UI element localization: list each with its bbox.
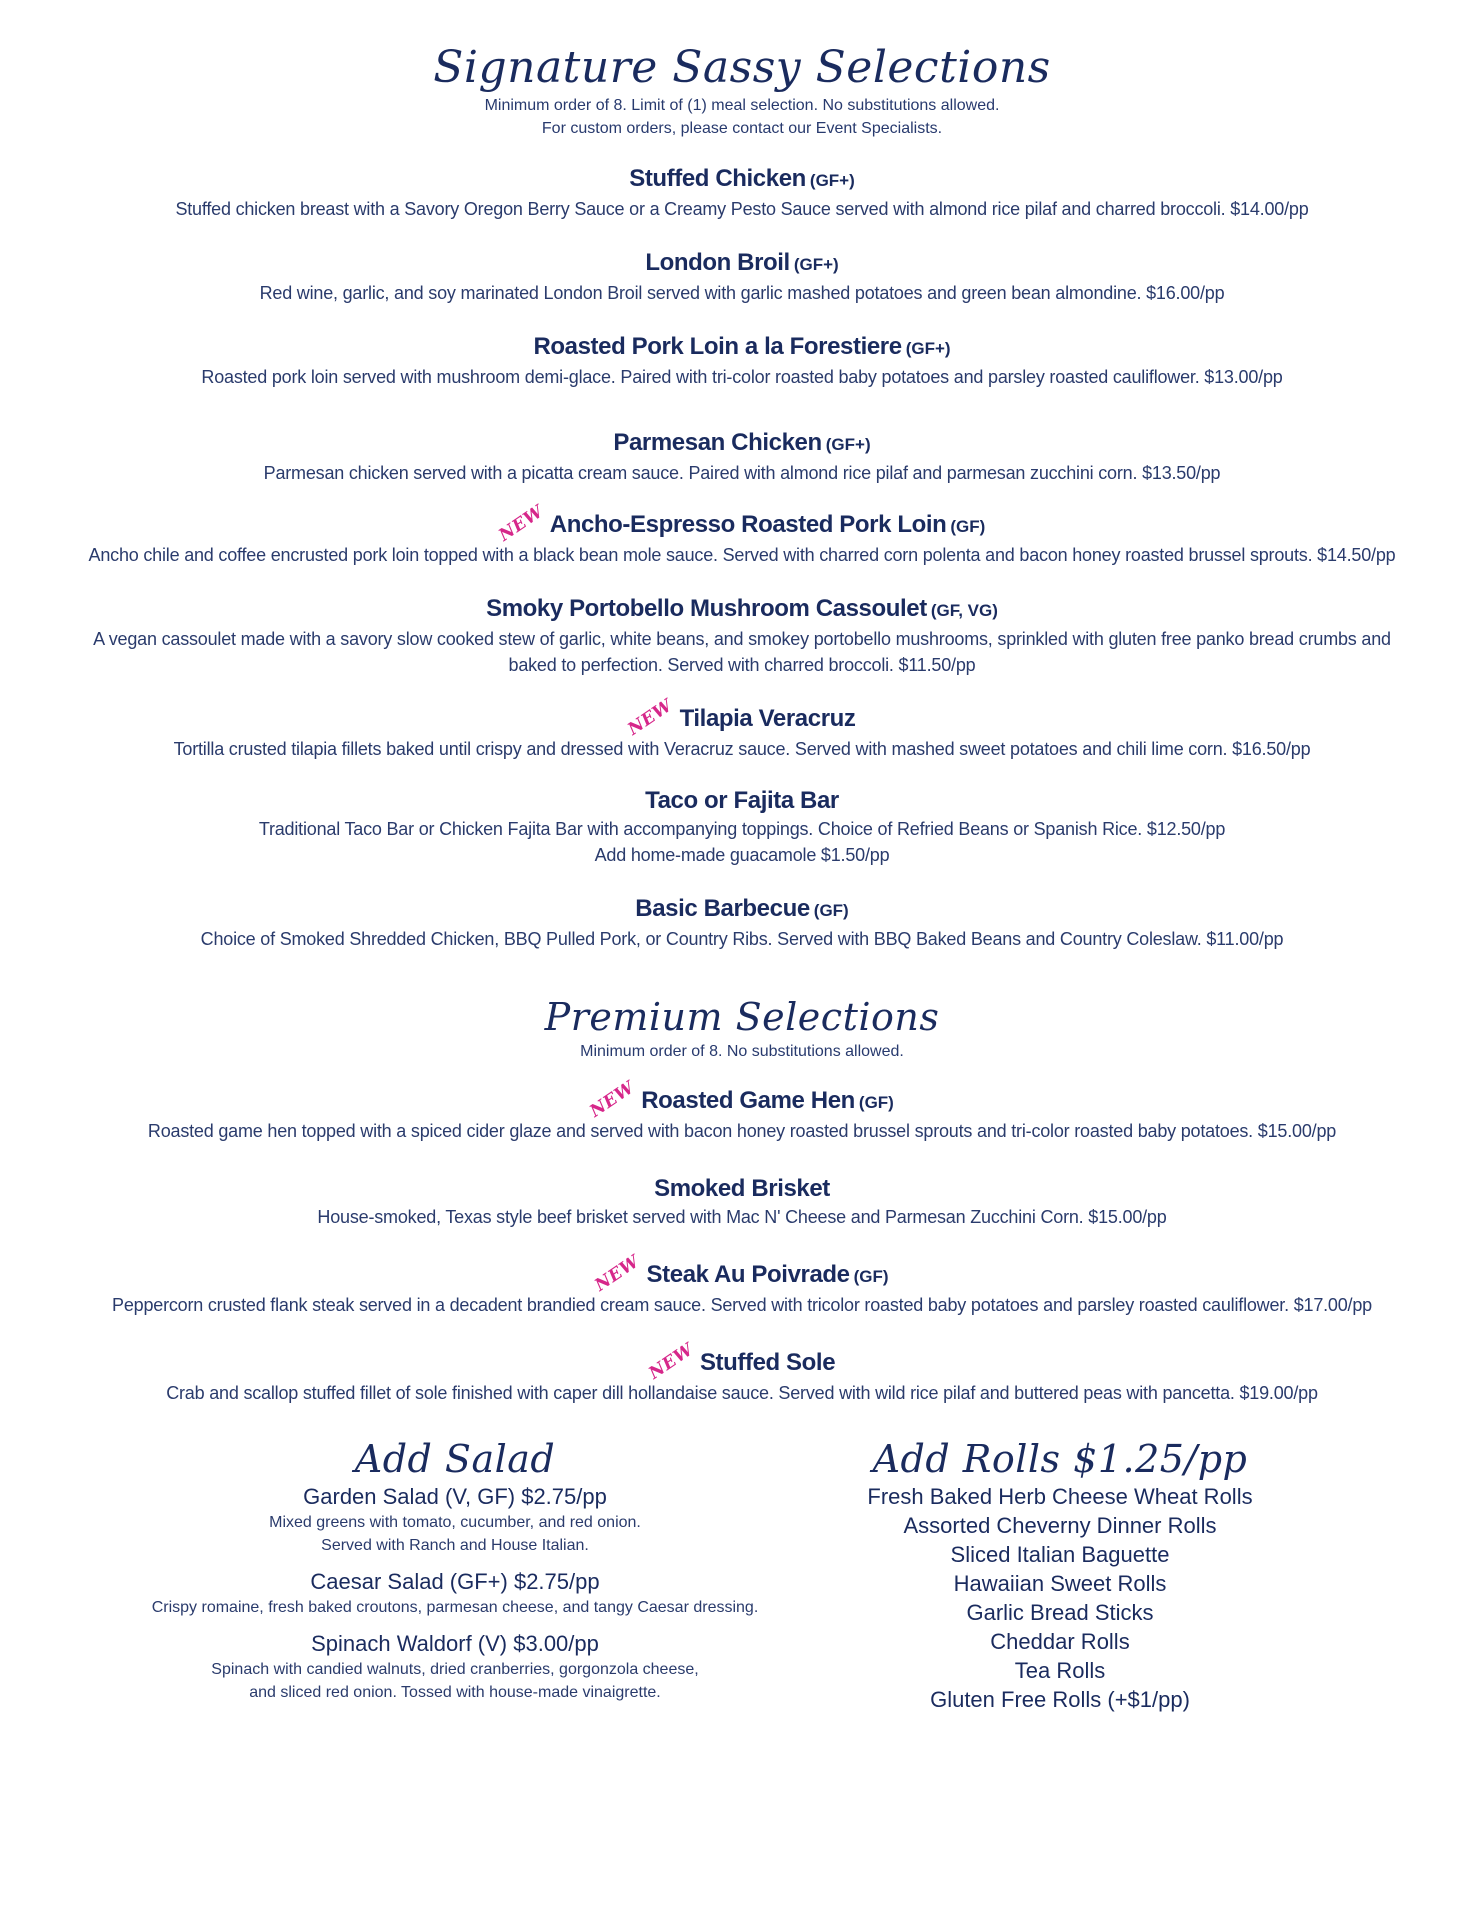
item-description: Parmesan chicken served with a picatta cream sauce. Paired with almond rice pilaf and parmesan zucchini corn. $13.50/pp — [263, 463, 1221, 483]
item-name: Steak Au Poivrade — [646, 1261, 850, 1288]
menu-item-parmesan-chicken — [60, 428, 1424, 486]
diet-tag: (GF+) — [809, 171, 855, 190]
item-name: Taco or Fajita Bar — [645, 787, 839, 814]
item-description: Tortilla crusted tilapia fillets baked until crispy and dressed with Veracruz sauce. Served with mashed sweet potatoes and chili lime corn. $16.50/pp — [173, 739, 1311, 759]
item-description: A vegan cassoulet made with a savory slow cooked stew of garlic, white beans, and smokey portobello mushrooms, sprinkled with gluten free panko bread crumbs and — [93, 629, 1391, 649]
premium-intro: Minimum order of 8. No substitutions allowed. — [580, 1043, 904, 1060]
roll-item: Hawaiian Sweet Rolls — [953, 1571, 1167, 1596]
menu-item-stuffed-sole — [60, 1339, 1424, 1406]
signature-title: Signature Sassy Selections — [433, 42, 1051, 93]
salad-name: Caesar Salad (GF+) $2.75/pp — [310, 1569, 600, 1594]
new-badge: NEW — [624, 695, 677, 740]
item-description: Choice of Smoked Shredded Chicken, BBQ Pulled Pork, or Country Ribs. Served with BBQ Baked Beans and Country Coleslaw. $11.00/pp — [200, 929, 1284, 949]
roll-item: Cheddar Rolls — [990, 1629, 1130, 1654]
menu-item-smoked-brisket — [60, 1174, 1424, 1230]
menu-item-pork-loin-forestiere — [60, 332, 1424, 390]
menu-item-london-broil — [60, 248, 1424, 306]
menu-item-tilapia-veracruz — [60, 695, 1424, 762]
roll-item: Garlic Bread Sticks — [966, 1600, 1154, 1625]
roll-item: Tea Rolls — [1014, 1658, 1106, 1683]
diet-tag: (GF) — [858, 1093, 894, 1112]
new-badge: NEW — [495, 501, 547, 546]
item-description: Peppercorn crusted flank steak served in a decadent brandied cream sauce. Served with tricolor roasted baby potatoes and parsley roasted cauliflower. $17.00/pp — [112, 1295, 1372, 1315]
diet-tag: (GF+) — [793, 255, 839, 274]
roll-item: Fresh Baked Herb Cheese Wheat Rolls — [867, 1484, 1253, 1509]
menu-item-ancho-espresso-pork — [60, 501, 1424, 568]
add-rolls-title: Add Rolls $1.25/pp — [872, 1437, 1248, 1481]
salad-description: Crispy romaine, fresh baked croutons, parmesan cheese, and tangy Caesar dressing. — [151, 1599, 759, 1616]
roll-item: Sliced Italian Baguette — [950, 1542, 1170, 1567]
roll-item: Gluten Free Rolls (+$1/pp) — [930, 1687, 1190, 1712]
signature-intro-line2: For custom orders, please contact our Event Specialists. — [541, 120, 943, 137]
item-description: Traditional Taco Bar or Chicken Fajita Bar with accompanying toppings. Choice of Refried Beans or Spanish Rice. $12.50/pp — [258, 819, 1226, 839]
salad-item — [110, 1482, 800, 1557]
menu-item-taco-fajita-bar — [60, 786, 1424, 868]
salad-description-line2: and sliced red onion. Tossed with house-made vinaigrette. — [249, 1684, 661, 1701]
item-description-line2: baked to perfection. Served with charred broccoli. $11.50/pp — [508, 655, 976, 675]
item-description-line2: Add home-made guacamole $1.50/pp — [594, 845, 890, 865]
salad-name: Garden Salad (V, GF) $2.75/pp — [303, 1484, 607, 1509]
item-description: Roasted pork loin served with mushroom demi-glace. Paired with tri-color roasted baby potatoes and parsley roasted cauliflower. $13.00/pp — [201, 367, 1283, 387]
menu-item-basic-barbecue — [60, 894, 1424, 952]
signature-intro-line1: Minimum order of 8. Limit of (1) meal selection. No substitutions allowed. — [484, 97, 1000, 114]
diet-tag: (GF+) — [905, 339, 951, 358]
add-salad-section — [110, 1436, 800, 1704]
menu-item-portobello-cassoulet — [60, 594, 1424, 678]
item-name: Basic Barbecue — [635, 895, 810, 922]
salad-item — [110, 1567, 800, 1619]
diet-tag: (GF) — [950, 517, 986, 536]
salad-description: Spinach with candied walnuts, dried cranberries, gorgonzola cheese, — [211, 1661, 699, 1678]
premium-title: Premium Selections — [544, 995, 940, 1039]
salad-description: Mixed greens with tomato, cucumber, and red onion. — [269, 1514, 641, 1531]
diet-tag: (GF+) — [825, 435, 871, 454]
item-description: Crab and scallop stuffed fillet of sole finished with caper dill hollandaise sauce. Served with wild rice pilaf and buttered peas with pancetta. $19.00/pp — [166, 1383, 1318, 1403]
salad-description-line2: Served with Ranch and House Italian. — [321, 1537, 589, 1554]
item-name: Stuffed Sole — [699, 1349, 836, 1376]
item-name: Parmesan Chicken — [613, 429, 822, 456]
diet-tag: (GF) — [853, 1267, 889, 1286]
item-name: Smoky Portobello Mushroom Cassoulet — [486, 595, 927, 622]
item-name: Roasted Game Hen — [641, 1087, 855, 1114]
item-name: Ancho-Espresso Roasted Pork Loin — [549, 511, 947, 538]
item-description: Ancho chile and coffee encrusted pork loin topped with a black bean mole sauce. Served with charred corn polenta and bacon honey roasted brussel sprouts. $14.50/pp — [88, 545, 1396, 565]
item-description: Stuffed chicken breast with a Savory Oregon Berry Sauce or a Creamy Pesto Sauce served with almond rice pilaf and charred broccoli. $14.00/pp — [175, 199, 1309, 219]
salad-name: Spinach Waldorf (V) $3.00/pp — [311, 1631, 599, 1656]
salad-item — [110, 1629, 800, 1704]
item-name: Tilapia Veracruz — [679, 705, 856, 732]
item-name: Stuffed Chicken — [629, 165, 806, 192]
add-salad-title: Add Salad — [354, 1437, 556, 1481]
menu-item-steak-au-poivrade — [60, 1251, 1424, 1318]
item-description: Roasted game hen topped with a spiced cider glaze and served with bacon honey roasted brussel sprouts and tri-color roasted baby potatoes. $15.00/pp — [147, 1121, 1337, 1141]
item-name: Roasted Pork Loin a la Forestiere — [533, 333, 902, 360]
menu-item-stuffed-chicken — [60, 164, 1424, 222]
diet-tag: (GF, VG) — [930, 601, 998, 620]
item-description: House-smoked, Texas style beef brisket served with Mac N' Cheese and Parmesan Zucchini Corn. $15.00/pp — [317, 1207, 1167, 1227]
diet-tag: (GF) — [813, 901, 849, 920]
premium-header — [60, 994, 1424, 1063]
signature-header — [60, 42, 1424, 140]
roll-item: Assorted Cheverny Dinner Rolls — [903, 1513, 1217, 1538]
new-badge: NEW — [591, 1251, 644, 1296]
menu-item-roasted-game-hen — [60, 1077, 1424, 1144]
item-name: London Broil — [645, 249, 790, 276]
item-description: Red wine, garlic, and soy marinated London Broil served with garlic mashed potatoes and green bean almondine. $16.00/pp — [259, 283, 1225, 303]
item-name: Smoked Brisket — [654, 1175, 830, 1202]
add-rolls-section — [820, 1436, 1300, 1714]
new-badge: NEW — [645, 1339, 698, 1384]
new-badge: NEW — [586, 1077, 639, 1122]
